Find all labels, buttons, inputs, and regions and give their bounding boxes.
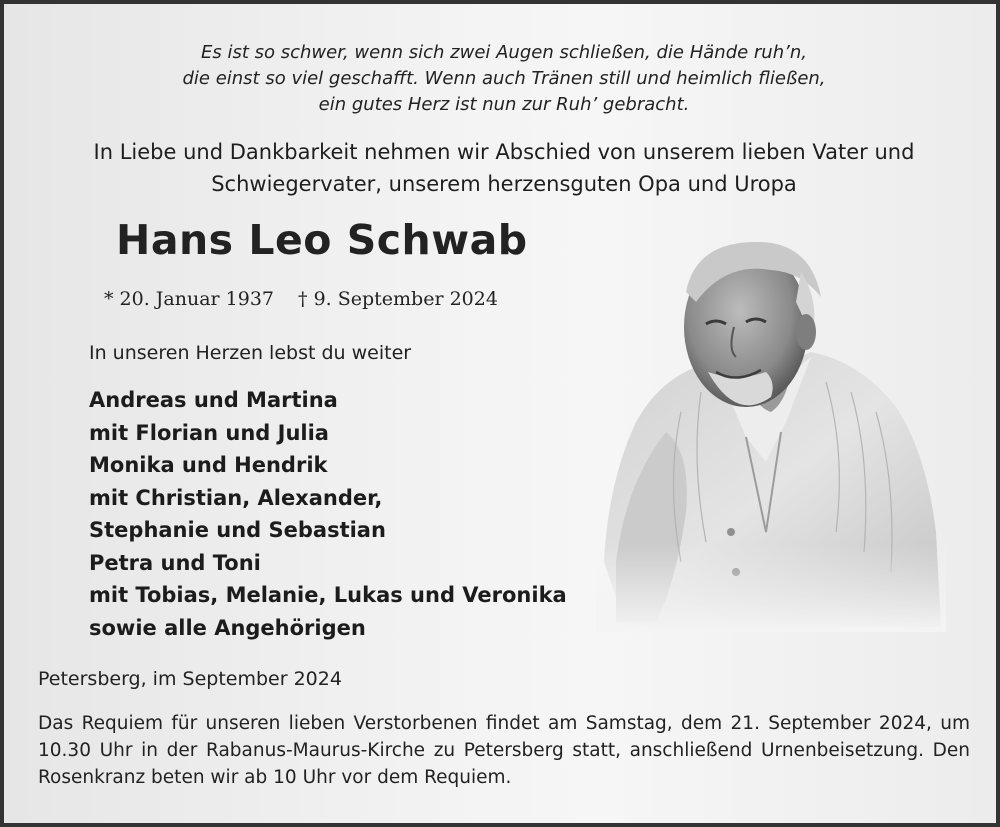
poem	[4, 40, 1000, 118]
birth-date: * 20. Januar 1937	[104, 288, 275, 310]
death-date: † 9. September 2024	[298, 288, 498, 310]
portrait-photo	[596, 232, 946, 632]
motto: In unseren Herzen lebst du weiter	[89, 342, 412, 364]
mourner-line: Monika und Hendrik	[89, 453, 328, 477]
mourner-line: Stephanie und Sebastian	[89, 518, 386, 542]
place-and-date: Petersberg, im September 2024	[38, 668, 342, 690]
mourner-line: mit Tobias, Melanie, Lukas und Veronika	[89, 583, 567, 607]
mourner-line: sowie alle Angehörigen	[89, 615, 366, 640]
poem-line: Es ist so schwer, wenn sich zwei Augen schließen, die Hände ruh’n,	[201, 42, 807, 63]
life-dates	[104, 288, 498, 310]
mourner-line: Andreas und Martina	[89, 388, 338, 412]
intro-text	[4, 136, 1000, 200]
poem-line: ein gutes Herz ist nun zur Ruh’ gebracht.	[318, 94, 690, 115]
intro-line: Schwiegervater, unserem herzensguten Opa und Uropa	[211, 172, 797, 196]
intro-line: In Liebe und Dankbarkeit nehmen wir Abschied von unserem lieben Vater und	[93, 140, 915, 164]
deceased-name: Hans Leo Schwab	[116, 216, 528, 264]
poem-line: die einst so viel geschafft. Wenn auch Tränen still und heimlich fließen,	[182, 68, 826, 89]
requiem-notice: Das Requiem für unseren lieben Verstorbenen findet am Samstag, dem 21. September 2024, um 10.30 Uhr in der Rabanus-Maurus-Kirche zu Petersberg statt, anschließend Urnenbeisetzung. Den Rosenkranz beten wir ab 10 Uhr vor dem Requiem.	[38, 713, 970, 788]
mourner-line: mit Florian und Julia	[89, 420, 329, 445]
mourner-line: Petra und Toni	[89, 550, 261, 575]
mourner-line: mit Christian, Alexander,	[89, 485, 383, 510]
mourners-list	[89, 384, 567, 644]
